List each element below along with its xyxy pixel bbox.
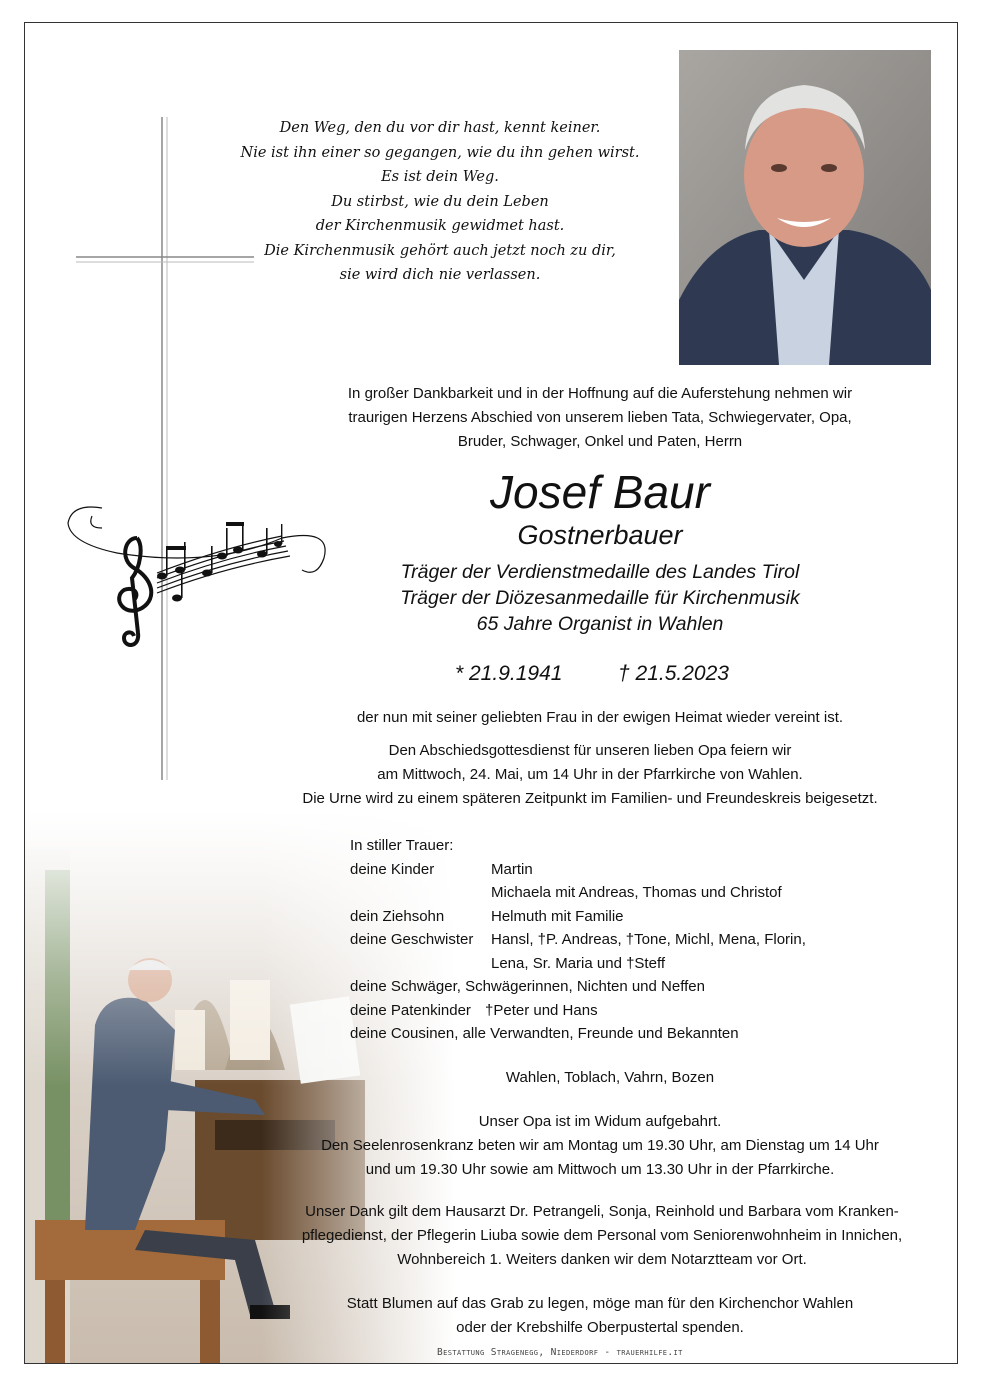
mourner-cousins: deine Cousinen, alle Verwandten, Freunde und Bekannten [350, 1025, 739, 1042]
mourner-row [350, 999, 806, 1023]
mourners-list [350, 834, 806, 1046]
mourner-row [350, 905, 806, 929]
donation-line: oder der Krebshilfe Oberpustertal spenden. [456, 1319, 744, 1336]
poem-line: sie wird dich nie verlassen. [339, 267, 541, 283]
funeral-service-text [270, 739, 910, 811]
service-line: Den Abschiedsgottesdienst für unseren lieben Opa feiern wir [388, 742, 792, 759]
wake-line: Unser Opa ist im Widum aufgebahrt. [478, 1113, 722, 1130]
mourner-row [350, 881, 806, 905]
thanks-text [262, 1200, 942, 1272]
poem-line: Den Weg, den du vor dir hast, kennt keiner. [279, 120, 601, 136]
portrait-photo [679, 50, 931, 365]
honor-item: 65 Jahre Organist in Wahlen [476, 613, 724, 635]
mourner-names: Lena, Sr. Maria und †Steff [491, 954, 666, 972]
mourner-label: deine Geschwister [350, 931, 474, 948]
poem [230, 116, 650, 288]
thanks-line: pflegedienst, der Pflegerin Liuba sowie dem Personal vom Seniorenwohnheim in Innichen, [301, 1227, 903, 1244]
music-notes-icon [62, 498, 344, 658]
mourner-names: Helmuth mit Familie [491, 907, 624, 925]
mourner-label: dein Ziehsohn [350, 907, 445, 925]
intro-line: Bruder, Schwager, Onkel und Paten, Herrn [457, 433, 743, 450]
honors-list [330, 559, 870, 637]
intro-text [300, 382, 900, 454]
places-text: Wahlen, Toblach, Vahrn, Bozen [505, 1069, 715, 1086]
mourner-label [350, 952, 491, 976]
intro-line: In großer Dankbarkeit und in der Hoffnung auf die Auferstehung nehmen wir [347, 385, 853, 402]
birth-date: * 21.9.1941 [455, 662, 563, 685]
cross-icon [74, 115, 256, 783]
wake-line: und um 19.30 Uhr sowie am Mittwoch um 13.30 Uhr in der Pfarrkirche. [365, 1161, 835, 1178]
honor-item: Träger der Diözesanmedaille für Kirchenmusik [400, 587, 800, 609]
mourner-label: deine Patenkinder [350, 1001, 471, 1019]
wake-line: Den Seelenrosenkranz beten wir am Montag um 19.30 Uhr, am Dienstag um 14 Uhr [321, 1137, 879, 1154]
poem-line: Es ist dein Weg. [381, 169, 499, 185]
mourners-heading: In stiller Trauer: [350, 837, 454, 854]
reunion-text: der nun mit seiner geliebten Frau in der ewigen Heimat wieder vereint ist. [356, 709, 844, 726]
intro-line: traurigen Herzens Abschied von unserem lieben Tata, Schwiegervater, Opa, [348, 409, 852, 426]
mourner-label: deine Kinder [350, 860, 435, 878]
mourner-row [350, 858, 806, 882]
donation-text [280, 1292, 920, 1340]
death-date: † 21.5.2023 [618, 662, 729, 685]
mourner-row [350, 928, 806, 952]
poem-line: Du stirbst, wie du dein Leben [331, 193, 549, 210]
service-line: am Mittwoch, 24. Mai, um 14 Uhr in der Pfarrkirche von Wahlen. [377, 766, 803, 783]
thanks-line: Unser Dank gilt dem Hausarzt Dr. Petrangeli, Sonja, Reinhold und Barbara vom Kranken- [305, 1203, 899, 1220]
mourner-names: Hansl, †P. Andreas, †Tone, Michl, Mena, Florin, [491, 931, 806, 948]
thanks-line: Wohnbereich 1. Weiters danken wir dem Notarztteam vor Ort. [397, 1251, 807, 1268]
honor-item: Träger der Verdienstmedaille des Landes Tirol [400, 561, 800, 583]
service-line: Die Urne wird zu einem späteren Zeitpunkt im Familien- und Freundeskreis beigesetzt. [302, 790, 878, 807]
mourner-label [350, 881, 491, 905]
donation-line: Statt Blumen auf das Grab zu legen, möge man für den Kirchenchor Wahlen [346, 1295, 854, 1312]
mourner-names: Martin [491, 860, 533, 878]
house-name: Gostnerbauer [517, 520, 683, 550]
wake-text [260, 1110, 940, 1182]
footer-credit: Bestattung Stragenegg, Niederdorf - trauerhilfe.it [437, 1347, 683, 1358]
mourner-schwaeger: deine Schwäger, Schwägerinnen, Nichten und Neffen [350, 978, 705, 995]
deceased-name: Josef Baur [490, 466, 710, 518]
mourner-row [350, 952, 806, 976]
mourner-names: Michaela mit Andreas, Thomas und Christof [491, 884, 782, 901]
mourner-names: †Peter und Hans [485, 1001, 598, 1019]
poem-line: Die Kirchenmusik gehört auch jetzt noch zu dir, [264, 242, 616, 259]
poem-line: Nie ist ihn einer so gegangen, wie du ihn gehen wirst. [240, 144, 640, 161]
poem-line: der Kirchenmusik gewidmet hast. [315, 218, 565, 234]
